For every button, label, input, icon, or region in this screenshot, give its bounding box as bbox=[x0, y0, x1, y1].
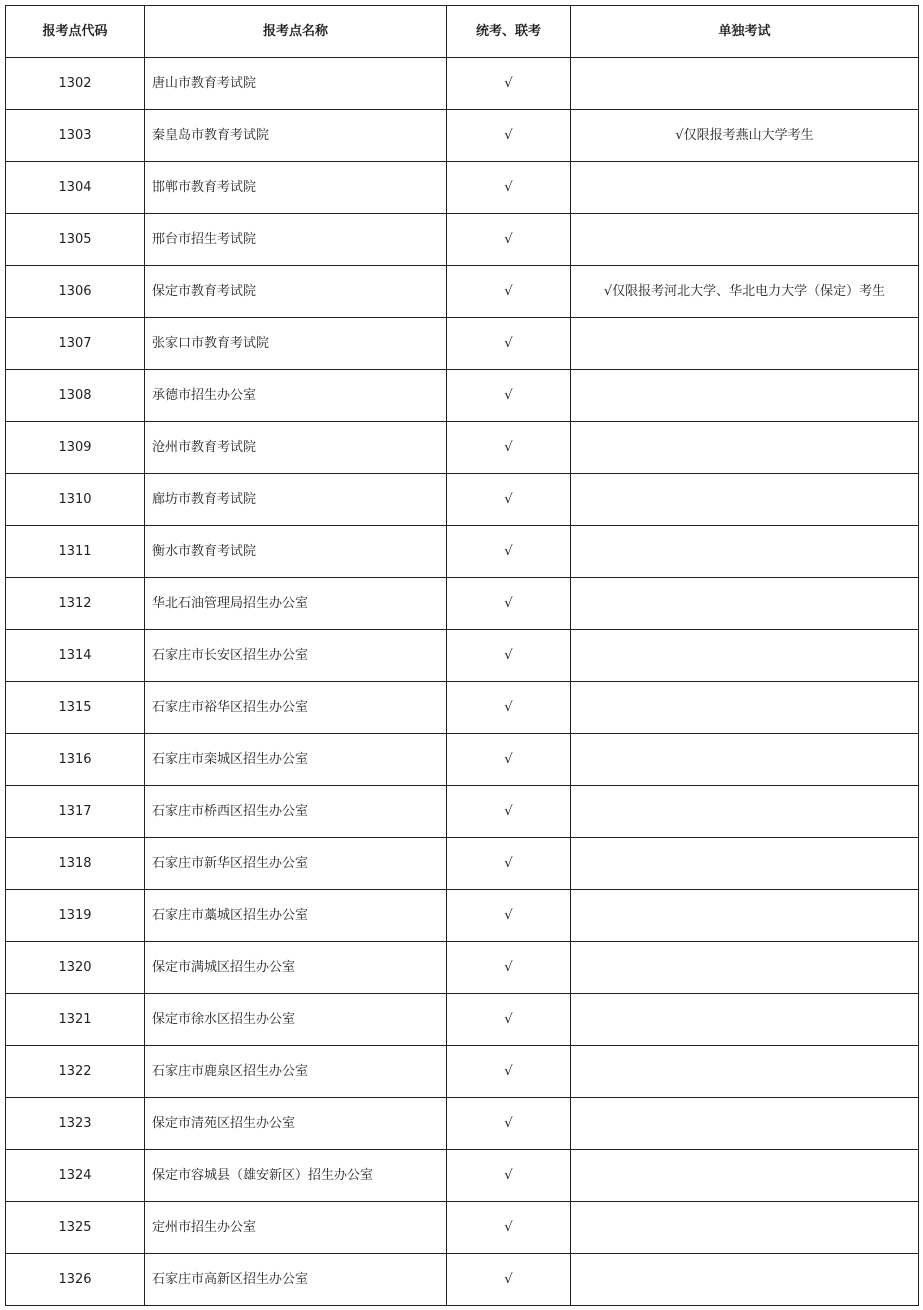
separate-exam-cell bbox=[571, 786, 919, 838]
table-row bbox=[6, 1046, 919, 1098]
unified-exam-cell: √ bbox=[447, 214, 571, 266]
site-name-cell: 邯郸市教育考试院 bbox=[145, 162, 447, 214]
unified-exam-cell: √ bbox=[447, 1150, 571, 1202]
separate-exam-cell: √仅限报考河北大学、华北电力大学（保定）考生 bbox=[571, 266, 919, 318]
table-row bbox=[6, 422, 919, 474]
table-row bbox=[6, 1202, 919, 1254]
table-row bbox=[6, 786, 919, 838]
unified-exam-cell: √ bbox=[447, 786, 571, 838]
separate-exam-cell bbox=[571, 942, 919, 994]
unified-exam-cell: √ bbox=[447, 1046, 571, 1098]
site-code-cell: 1308 bbox=[6, 370, 145, 422]
separate-exam-cell bbox=[571, 526, 919, 578]
separate-exam-cell bbox=[571, 578, 919, 630]
separate-exam-cell: √仅限报考燕山大学考生 bbox=[571, 110, 919, 162]
separate-exam-cell bbox=[571, 214, 919, 266]
table-row bbox=[6, 994, 919, 1046]
header-separate-exam: 单独考试 bbox=[571, 6, 919, 58]
site-code-cell: 1314 bbox=[6, 630, 145, 682]
header-name: 报考点名称 bbox=[145, 6, 447, 58]
site-code-cell: 1318 bbox=[6, 838, 145, 890]
unified-exam-cell: √ bbox=[447, 630, 571, 682]
site-name-cell: 石家庄市高新区招生办公室 bbox=[145, 1254, 447, 1306]
separate-exam-cell bbox=[571, 1046, 919, 1098]
site-name-cell: 石家庄市藁城区招生办公室 bbox=[145, 890, 447, 942]
site-name-cell: 沧州市教育考试院 bbox=[145, 422, 447, 474]
site-name-cell: 石家庄市桥西区招生办公室 bbox=[145, 786, 447, 838]
site-code-cell: 1304 bbox=[6, 162, 145, 214]
site-name-cell: 石家庄市新华区招生办公室 bbox=[145, 838, 447, 890]
separate-exam-cell bbox=[571, 682, 919, 734]
table-row bbox=[6, 318, 919, 370]
site-name-cell: 石家庄市鹿泉区招生办公室 bbox=[145, 1046, 447, 1098]
table-row bbox=[6, 370, 919, 422]
site-name-cell: 定州市招生办公室 bbox=[145, 1202, 447, 1254]
site-code-cell: 1319 bbox=[6, 890, 145, 942]
separate-exam-cell bbox=[571, 1202, 919, 1254]
unified-exam-cell: √ bbox=[447, 1098, 571, 1150]
site-code-cell: 1307 bbox=[6, 318, 145, 370]
site-name-cell: 秦皇岛市教育考试院 bbox=[145, 110, 447, 162]
site-code-cell: 1322 bbox=[6, 1046, 145, 1098]
table-header-row bbox=[6, 6, 919, 58]
separate-exam-cell bbox=[571, 838, 919, 890]
site-name-cell: 保定市满城区招生办公室 bbox=[145, 942, 447, 994]
site-code-cell: 1310 bbox=[6, 474, 145, 526]
table-row bbox=[6, 526, 919, 578]
unified-exam-cell: √ bbox=[447, 266, 571, 318]
unified-exam-cell: √ bbox=[447, 162, 571, 214]
unified-exam-cell: √ bbox=[447, 734, 571, 786]
table-row bbox=[6, 162, 919, 214]
header-unified-exam: 统考、联考 bbox=[447, 6, 571, 58]
table-row bbox=[6, 578, 919, 630]
table-row bbox=[6, 630, 919, 682]
separate-exam-cell bbox=[571, 1150, 919, 1202]
site-code-cell: 1302 bbox=[6, 58, 145, 110]
site-code-cell: 1316 bbox=[6, 734, 145, 786]
table-row bbox=[6, 734, 919, 786]
separate-exam-cell bbox=[571, 890, 919, 942]
table-row bbox=[6, 1098, 919, 1150]
site-name-cell: 保定市教育考试院 bbox=[145, 266, 447, 318]
table-row bbox=[6, 1150, 919, 1202]
site-name-cell: 石家庄市栾城区招生办公室 bbox=[145, 734, 447, 786]
separate-exam-cell bbox=[571, 630, 919, 682]
table-row bbox=[6, 838, 919, 890]
unified-exam-cell: √ bbox=[447, 1254, 571, 1306]
table-row bbox=[6, 890, 919, 942]
site-code-cell: 1312 bbox=[6, 578, 145, 630]
separate-exam-cell bbox=[571, 474, 919, 526]
site-code-cell: 1315 bbox=[6, 682, 145, 734]
separate-exam-cell bbox=[571, 162, 919, 214]
unified-exam-cell: √ bbox=[447, 422, 571, 474]
table-row bbox=[6, 942, 919, 994]
site-name-cell: 石家庄市裕华区招生办公室 bbox=[145, 682, 447, 734]
site-name-cell: 张家口市教育考试院 bbox=[145, 318, 447, 370]
site-name-cell: 衡水市教育考试院 bbox=[145, 526, 447, 578]
site-name-cell: 华北石油管理局招生办公室 bbox=[145, 578, 447, 630]
table-row bbox=[6, 58, 919, 110]
site-name-cell: 保定市清苑区招生办公室 bbox=[145, 1098, 447, 1150]
site-code-cell: 1320 bbox=[6, 942, 145, 994]
separate-exam-cell bbox=[571, 58, 919, 110]
separate-exam-cell bbox=[571, 734, 919, 786]
site-name-cell: 唐山市教育考试院 bbox=[145, 58, 447, 110]
site-code-cell: 1317 bbox=[6, 786, 145, 838]
separate-exam-cell bbox=[571, 318, 919, 370]
table-row bbox=[6, 110, 919, 162]
site-name-cell: 保定市徐水区招生办公室 bbox=[145, 994, 447, 1046]
separate-exam-cell bbox=[571, 994, 919, 1046]
unified-exam-cell: √ bbox=[447, 58, 571, 110]
unified-exam-cell: √ bbox=[447, 994, 571, 1046]
site-code-cell: 1326 bbox=[6, 1254, 145, 1306]
site-code-cell: 1306 bbox=[6, 266, 145, 318]
unified-exam-cell: √ bbox=[447, 1202, 571, 1254]
site-code-cell: 1325 bbox=[6, 1202, 145, 1254]
table-row bbox=[6, 682, 919, 734]
header-code: 报考点代码 bbox=[6, 6, 145, 58]
site-code-cell: 1323 bbox=[6, 1098, 145, 1150]
separate-exam-cell bbox=[571, 370, 919, 422]
table-row bbox=[6, 266, 919, 318]
site-code-cell: 1324 bbox=[6, 1150, 145, 1202]
unified-exam-cell: √ bbox=[447, 838, 571, 890]
unified-exam-cell: √ bbox=[447, 578, 571, 630]
unified-exam-cell: √ bbox=[447, 526, 571, 578]
site-code-cell: 1303 bbox=[6, 110, 145, 162]
unified-exam-cell: √ bbox=[447, 110, 571, 162]
unified-exam-cell: √ bbox=[447, 942, 571, 994]
exam-site-table bbox=[5, 5, 919, 1306]
separate-exam-cell bbox=[571, 1098, 919, 1150]
unified-exam-cell: √ bbox=[447, 682, 571, 734]
site-code-cell: 1311 bbox=[6, 526, 145, 578]
table-row bbox=[6, 214, 919, 266]
site-name-cell: 邢台市招生考试院 bbox=[145, 214, 447, 266]
site-code-cell: 1309 bbox=[6, 422, 145, 474]
site-code-cell: 1321 bbox=[6, 994, 145, 1046]
unified-exam-cell: √ bbox=[447, 318, 571, 370]
separate-exam-cell bbox=[571, 422, 919, 474]
unified-exam-cell: √ bbox=[447, 474, 571, 526]
site-name-cell: 保定市容城县（雄安新区）招生办公室 bbox=[145, 1150, 447, 1202]
site-name-cell: 承德市招生办公室 bbox=[145, 370, 447, 422]
table-body bbox=[6, 58, 919, 1306]
site-name-cell: 石家庄市长安区招生办公室 bbox=[145, 630, 447, 682]
unified-exam-cell: √ bbox=[447, 890, 571, 942]
site-code-cell: 1305 bbox=[6, 214, 145, 266]
site-name-cell: 廊坊市教育考试院 bbox=[145, 474, 447, 526]
separate-exam-cell bbox=[571, 1254, 919, 1306]
table-row bbox=[6, 474, 919, 526]
unified-exam-cell: √ bbox=[447, 370, 571, 422]
table-row bbox=[6, 1254, 919, 1306]
